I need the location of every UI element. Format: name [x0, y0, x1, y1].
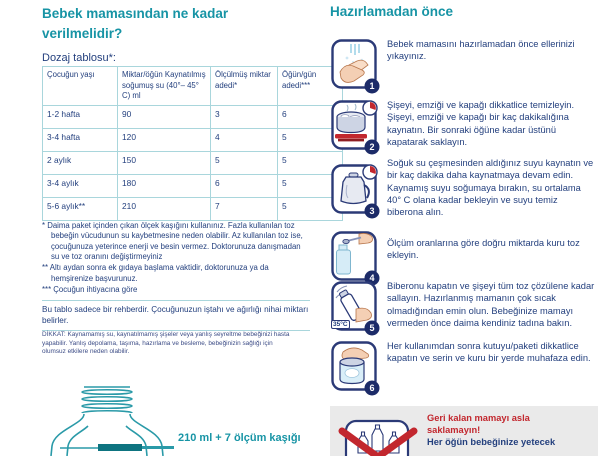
- step-text: Soğuk su çeşmesinden aldığınız suyu kaynatın ve bir kaç dakika daha kaynatmaya devam edin. Kaynamış suyu soğumaya bırakın, su ortalama 40° C olana kadar bekleyin ve suyu temiz biberona alın.: [387, 158, 594, 218]
- warning-body: Her öğün bebeğinize yetecek: [427, 436, 556, 447]
- caution-text: DİKKAT: Kaynamamış su, kaynatılmamış şişeler veya yanlış seyreltme bebeğinizi hasta yapabilir. Yanlış depolama, taşıma, hazırlama ve besleme, bebeğinizin sağlığı için olumsuz etkilere neden olabilir.: [42, 331, 290, 356]
- step-text: Şişeyi, emziği ve kapağı dikkatlice temizleyin. Şişeyi, emziği ve kapağı bir kaç dakikalığına kaynatın. Bir sonraki öğüne kadar üstünü kapatarak saklayın.: [387, 100, 575, 147]
- dosage-table: [42, 66, 343, 221]
- step-5: [330, 280, 600, 336]
- cell-scoops: 3: [211, 106, 278, 129]
- step-text: Her kullanımdan sonra kutuyu/paketi dikkatlice kapatın ve serin ve kuru bir yerde muhafaza edin.: [387, 341, 591, 364]
- cell-age: 3-4 aylık: [43, 175, 118, 198]
- cell-meals: 5: [278, 129, 343, 152]
- col-header-age: Çocuğun yaşı: [43, 67, 118, 106]
- table-row: [43, 152, 343, 175]
- cell-age: 3-4 hafta: [43, 129, 118, 152]
- step-1: [330, 38, 600, 94]
- step-number: 6: [369, 383, 375, 394]
- step-text: Ölçüm oranlarına göre doğru miktarda kuru toz ekleyin.: [387, 238, 580, 261]
- cell-water: 120: [118, 129, 211, 152]
- cell-age: 2 aylık: [43, 152, 118, 175]
- step-number: 3: [369, 206, 375, 217]
- preparation-section-title: Hazırlamadan önce: [330, 4, 454, 19]
- table-row: [43, 106, 343, 129]
- boil-water-kettle-icon: [330, 163, 380, 219]
- bottle-measure-label: 210 ml + 7 ölçüm kaşığı: [178, 432, 301, 444]
- table-row: [43, 198, 343, 221]
- dosage-table-caption: Dozaj tablosu*:: [42, 52, 116, 64]
- temperature-label: 35°C: [333, 321, 348, 328]
- shake-bottle-icon: [330, 280, 380, 336]
- cell-meals: 6: [278, 106, 343, 129]
- step-number: 2: [369, 142, 375, 153]
- leftover-warning-box: [330, 406, 598, 456]
- cell-age: 1-2 hafta: [43, 106, 118, 129]
- cell-water: 210: [118, 198, 211, 221]
- footnote-need: *** Çocuğun ihtiyacına göre: [42, 285, 138, 295]
- col-header-water: Miktar/öğün Kaynatılmış soğumuş su (40°– 45° C) ml: [118, 67, 211, 106]
- cell-scoops: 6: [211, 175, 278, 198]
- footnotes-block: [42, 221, 310, 331]
- cell-water: 90: [118, 106, 211, 129]
- step-4: [330, 230, 600, 286]
- wash-hands-icon: [330, 38, 380, 94]
- step-text: Bebek mamasını hazırlamadan önce ellerinizi yıkayınız.: [387, 39, 575, 62]
- step-number: 5: [369, 323, 375, 334]
- col-header-meals: Öğün/gün adedi***: [278, 67, 343, 106]
- step-text: Biberonu kapatın ve şişeyi tüm toz çözülene kadar sallayın. Hazırlanmış mamanın çok sıcak olmadığından emin olun. Bebeğinize mamayı vermeden önce daima kendiniz tadına bakın.: [387, 281, 595, 328]
- cell-water: 150: [118, 152, 211, 175]
- guide-note: Bu tablo sadece bir rehberdir. Çocuğunuzun iştahı ve ağırlığı nihai miktarı belirler.: [42, 300, 310, 331]
- table-header-row: [43, 67, 343, 106]
- add-powder-icon: [330, 230, 380, 286]
- no-leftover-icon: [338, 413, 418, 456]
- warning-headline: Geri kalan mamayı asla saklamayın!: [427, 413, 530, 435]
- sterilize-pot-icon: [330, 99, 380, 155]
- dosage-section-title: Bebek mamasından ne kadar verilmelidir?: [42, 6, 229, 42]
- close-tin-icon: [330, 340, 380, 396]
- footnote-scoop: * Daima paket içinden çıkan ölçek kaşığını kullanınız. Fazla kullanılan toz bebeğin vücudunun su kaybetmesine neden olabilir. Az kullanılan toz ise, çocuğunuza yeterince enerji ve besin vermez. Doktorunuza danışmadan su ve toz oranını değiştirmeyiniz: [42, 221, 303, 262]
- table-row: [43, 175, 343, 198]
- step-number: 4: [369, 273, 375, 284]
- bottle-illustration: [46, 384, 306, 456]
- step-number: 1: [369, 81, 375, 92]
- cell-water: 180: [118, 175, 211, 198]
- col-header-scoops: Ölçülmüş miktar adedi*: [211, 67, 278, 106]
- footnote-six-months: ** Altı aydan sonra ek gıdaya başlama vaktidir, doktorunuza ya da hemşirenize başvurunuz.: [42, 263, 269, 283]
- table-row: [43, 129, 343, 152]
- cell-scoops: 5: [211, 152, 278, 175]
- cell-scoops: 7: [211, 198, 278, 221]
- step-2: [330, 99, 600, 155]
- step-6: [330, 340, 600, 396]
- cell-meals: 5: [278, 198, 343, 221]
- cell-meals: 5: [278, 175, 343, 198]
- cell-age: 5-6 aylık**: [43, 198, 118, 221]
- cell-meals: 5: [278, 152, 343, 175]
- step-3: [330, 157, 600, 219]
- water-level-marker: [98, 444, 142, 451]
- cell-scoops: 4: [211, 129, 278, 152]
